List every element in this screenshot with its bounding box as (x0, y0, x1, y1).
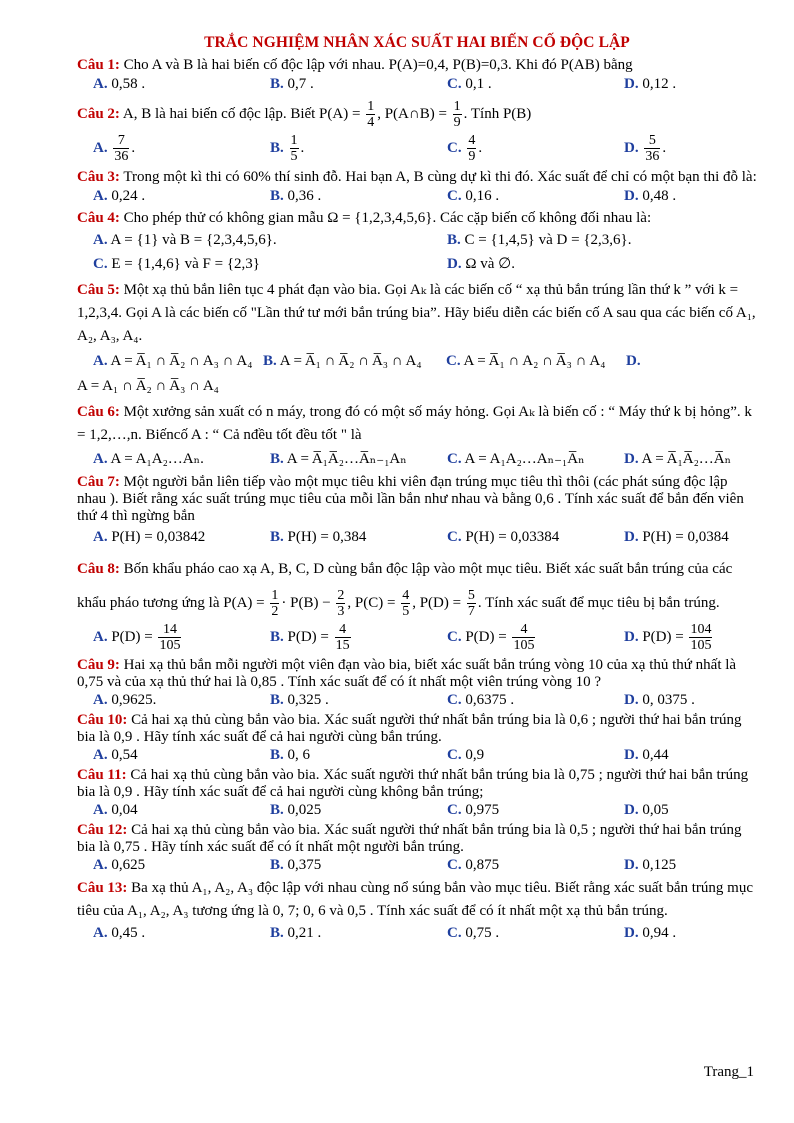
question-text: Một xưởng sản xuất có n máy, trong đó có một số máy hỏng. Gọi Aₖ là biến cố : “ Máy thứ k bị hỏng”. k = 1,2,…,n. Biếncố A : “ Cả nđều tốt đều tốt " là (77, 404, 752, 443)
question-text: Cho A và B là hai biến cố độc lập với nhau. P(A)=0,4, P(B)=0,3. Khi đó P(AB) bằng (123, 57, 633, 73)
options-3 (93, 187, 757, 206)
question-text: A, B là hai biến cố độc lập. Biết P(A) = (122, 106, 361, 122)
question-text: Cả hai xạ thủ cùng bắn vào bia. Xác suất người thứ nhất bắn trúng bia là 0,5 ; người thứ hai bắn trúng bia là 0,75 . Hãy tính xác suất để có ít nhất một người bắn trúng. (77, 822, 742, 855)
option-a: A. 0,625 (93, 857, 146, 873)
worksheet (77, 34, 757, 943)
option-a: A. A = A̅₁ ∩ A̅₂ ∩ A₃ ∩ A₄ (93, 353, 253, 369)
option-c: C. $\frac{4}{9}$ . (447, 133, 483, 165)
question-label: Câu 12: (77, 822, 128, 838)
question-text: Cả hai xạ thủ cùng bắn vào bia. Xác suất người thứ nhất bắn trúng bia là 0,75 ; người thứ hai bắn trúng bia là 0,9 . Hãy tính xác suất để cả hai người cùng không bắn trúng; (77, 767, 749, 800)
question-label: Câu 10: (77, 712, 128, 728)
option-c: C. A = A₁A₂…Aₙ₋₁A̅ₙ (447, 451, 585, 467)
options-7 (93, 525, 757, 549)
question-label: Câu 8: (77, 561, 120, 577)
question-text: Hai xạ thủ bắn mỗi người một viên đạn vào bia, biết xác suất bắn trúng vòng 10 của xạ thủ thứ nhất là 0,75 và của xạ thủ thứ hai là 0,85 . Tính xác suất để có ít nhất một viên trúng vòng 10 ? (77, 657, 737, 690)
question-label: Câu 11: (77, 767, 127, 783)
option-b: B. P(H) = 0,384 (270, 529, 367, 545)
options-10 (93, 746, 757, 764)
question-8: Câu 8: Bốn khẩu pháo cao xạ A, B, C, D cùng bắn độc lập vào một mục tiêu. Biết xác suất bắn trúng của các khẩu pháo tương ứng là P(A) = $\frac{1}{2}$ · P(B) − $\frac{2}{3}$ , P(C) = $\frac{4}{5}$ , P(D) = $\frac{5}{7}$ . Tính xác suất để mục tiêu bị bắn trúng. (77, 561, 733, 620)
question-11 (77, 767, 757, 801)
question-text: Cho phép thử có không gian mẫu Ω = {1,2,3,4,5,6}. Các cặp biến cố không đối nhau là: (123, 210, 652, 226)
option-a: A. 0,45 . (93, 925, 146, 941)
options-8 (93, 620, 757, 654)
option-d: D. Ω và ∅. (447, 256, 515, 272)
options-13 (93, 923, 757, 943)
options-4a (93, 228, 757, 252)
option-c: C. 0,1 . (447, 76, 492, 92)
option-d-label: D. (626, 353, 641, 369)
options-2 (93, 131, 757, 165)
option-b: B. A = A̅₁A̅₂…A̅ₙ₋₁Aₙ (270, 451, 407, 467)
option-b: B. 0,21 . (270, 925, 322, 941)
option-a: A. 0,04 (93, 802, 138, 818)
question-text: Một người bắn liên tiếp vào một mục tiêu khi viên đạn trúng mục tiêu thì thôi (các phát súng độc lập nhau ). Biết rằng xác suất trúng mục tiêu của mỗi lần bắn như nhau và bằng 0,6 . Tính xác suất để bắn đến viên thứ 4 thì ngừng bắn (77, 474, 744, 524)
option-b: B. 0,025 (270, 802, 322, 818)
question-5 (77, 279, 757, 348)
option-d: D. 0,94 . (624, 925, 677, 941)
question-label: Câu 6: (77, 404, 120, 420)
option-a: A. A = A₁A₂…Aₙ. (93, 451, 204, 467)
options-6 (93, 447, 757, 471)
option-b: B. A = A̅₁ ∩ A̅₂ ∩ A̅₃ ∩ A₄ (263, 353, 422, 369)
option-b: B. 0,375 (270, 857, 322, 873)
question-label: Câu 1: (77, 57, 120, 73)
option-a: A. $\frac{7}{36}$ . (93, 133, 136, 165)
option-c: C. P(H) = 0,03384 (447, 529, 560, 545)
option-d: D. 0,48 . (624, 188, 677, 204)
option-a: A. A = {1} và B = {2,3,4,5,6}. (93, 232, 277, 248)
question-12 (77, 822, 757, 856)
option-d: D. 0,12 . (624, 76, 677, 92)
question-1 (77, 56, 757, 75)
question-4 (77, 209, 757, 228)
option-b: B. 0,36 . (270, 188, 322, 204)
options-9 (93, 691, 757, 709)
page-title: TRẮC NGHIỆM NHÂN XÁC SUẤT HAI BIẾN CỐ ĐỘC LẬP (204, 34, 630, 51)
option-d: D. 0,44 (624, 747, 669, 763)
option-a: A. P(H) = 0,03842 (93, 529, 206, 545)
page-number: Trang_1 (703, 1064, 754, 1080)
question-7 (77, 474, 757, 525)
option-a: A. 0,24 . (93, 188, 146, 204)
question-label: Câu 3: (77, 169, 120, 185)
fraction: $\frac{1}{9}$ (453, 99, 461, 131)
question-label: Câu 9: (77, 657, 120, 673)
option-c: C. 0,16 . (447, 188, 500, 204)
options-4b (93, 252, 757, 276)
option-b: B. C = {1,4,5} và D = {2,3,6}. (447, 232, 632, 248)
question-text: Một xạ thủ bắn liên tục 4 phát đạn vào bia. Gọi Aₖ là các biến cố “ xạ thủ bắn trúng lần thứ k ” với k = 1,2,3,4. Gọi A là các biến cố "Lần thứ tư mới bắn trúng bia”. Hãy biểu diễn các biến cố A sau qua các biến cố A₁, A₂, A₃, A₄. (77, 282, 756, 344)
options-5 (93, 348, 757, 374)
option-c: C. P(D) = $\frac{4}{105}$ (447, 622, 535, 654)
option-c: C. 0,875 (447, 857, 500, 873)
option-b: B. 0,7 . (270, 76, 314, 92)
fraction: $\frac{1}{4}$ (367, 99, 375, 131)
option-a: A. P(D) = $\frac{14}{105}$ (93, 622, 181, 654)
option-d: D. A = A̅₁A̅₂…A̅ₙ (624, 451, 732, 467)
option-c: C. E = {1,4,6} và F = {2,3} (93, 256, 260, 272)
question-text: Ba xạ thủ A₁, A₂, A₃ độc lập với nhau cùng nổ súng bắn vào mục tiêu. Biết rằng xác suất bắn trúng mục tiêu của A₁, A₂, A₃ tương ứng là 0, 7; 0, 6 và 0,5 . Tính xác suất để có ít nhất một xạ thủ bắn trúng. (77, 880, 754, 919)
option-a: A. 0,58 . (93, 76, 146, 92)
option-c: C. 0,975 (447, 802, 500, 818)
question-3 (77, 168, 757, 187)
option-d: D. $\frac{5}{36}$ . (624, 133, 667, 165)
question-label: Câu 2: (77, 106, 120, 122)
question-10 (77, 712, 757, 746)
option-c: C. A = A̅₁ ∩ A₂ ∩ A̅₃ ∩ A₄ (446, 353, 606, 369)
question-label: Câu 7: (77, 474, 120, 490)
option-d: D. 0,05 (624, 802, 669, 818)
question-text: Trong một kì thi có 60% thí sinh đỗ. Hai bạn A, B cùng dự kì thi đó. Xác suất để chỉ có một bạn thi đỗ là: (123, 169, 757, 185)
question-text: Bốn khẩu pháo cao xạ A, B, C, D cùng bắn độc lập vào một mục tiêu. Biết xác suất bắn trúng của các khẩu pháo tương ứng là P(A) = (77, 561, 733, 611)
options-1 (93, 75, 757, 94)
option-d: D. 0, 0375 . (624, 692, 695, 708)
question-2: Câu 2: A, B là hai biến cố độc lập. Biết P(A) = $\frac{1}{4}$ , P(A∩B) = $\frac{1}{9}$ . Tính P(B) (77, 99, 532, 131)
question-9 (77, 657, 757, 691)
option-c: C. 0,9 (447, 747, 485, 763)
option-d: D. 0,125 (624, 857, 677, 873)
option-b: B. P(D) = $\frac{4}{15}$ (270, 622, 350, 654)
question-label: Câu 4: (77, 210, 120, 226)
options-11 (93, 801, 757, 819)
option-b: B. 0,325 . (270, 692, 329, 708)
option-c: C. 0,6375 . (447, 692, 515, 708)
question-13 (77, 877, 757, 923)
question-label: Câu 13: (77, 880, 128, 896)
option-a: A. 0,54 (93, 747, 138, 763)
option-d: D. P(H) = 0,0384 (624, 529, 729, 545)
question-text: Cả hai xạ thủ cùng bắn vào bia. Xác suất người thứ nhất bắn trúng bia là 0,6 ; người thứ hai bắn trúng bia là 0,9 . Hãy tính xác suất để cả hai người cùng bắn trúng. (77, 712, 742, 745)
option-b: B. 0, 6 (270, 747, 311, 763)
option-d: A = A₁ ∩ A̅₂ ∩ A̅₃ ∩ A₄ (77, 378, 219, 394)
option-d: D. P(D) = $\frac{104}{105}$ (624, 622, 712, 654)
options-12 (93, 856, 757, 874)
question-label: Câu 5: (77, 282, 120, 298)
option-c: C. 0,75 . (447, 925, 500, 941)
question-6 (77, 401, 757, 447)
option-a: A. 0,9625. (93, 692, 157, 708)
option-b: B. $\frac{1}{5}$ . (270, 133, 305, 165)
